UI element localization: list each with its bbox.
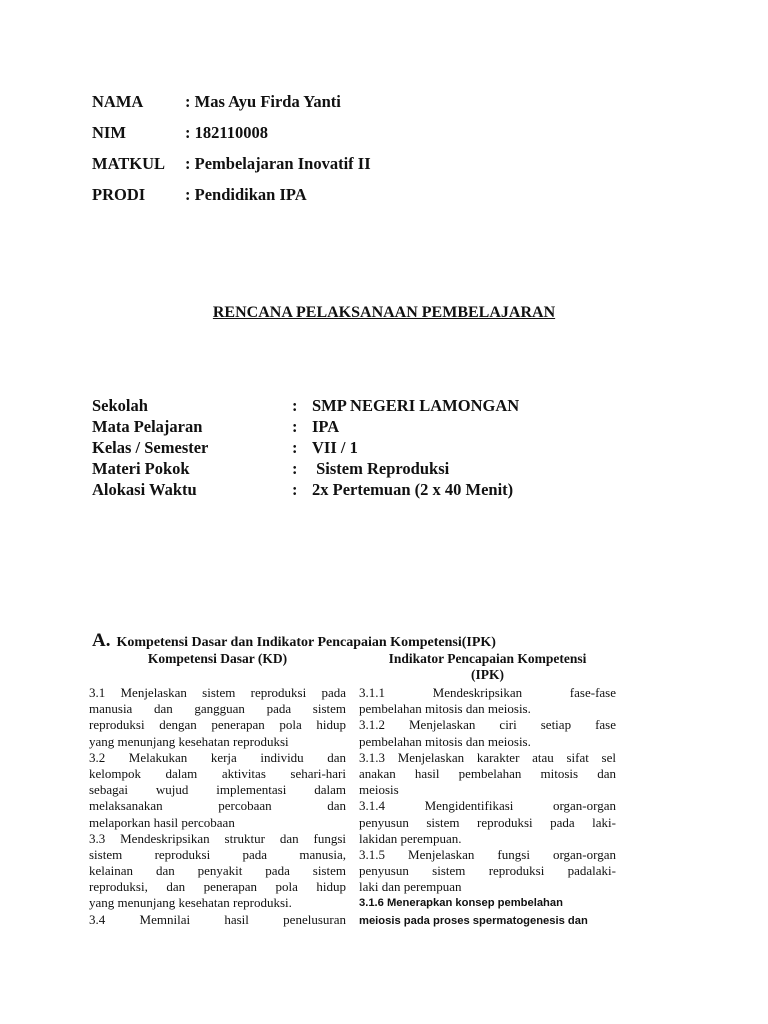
info-value: VII / 1 [312, 437, 358, 457]
ipk-line: penyusun sistem reproduksi padalaki- [359, 863, 616, 879]
kd-line: reproduksi, dan penerapan pola hidup [89, 879, 346, 895]
section-title: Kompetensi Dasar dan Indikator Pencapaian Kompetensi(IPK) [116, 635, 496, 650]
kd-line: sebagai wujud implementasi dalam [89, 782, 346, 798]
ipk-line: pembelahan mitosis dan meiosis. [359, 733, 531, 749]
info-colon: : [292, 395, 298, 415]
section-letter: A. [92, 630, 111, 651]
identity-value: : Pembelajaran Inovatif II [185, 153, 371, 173]
kd-line: 3.2 Melakukan kerja individu dan [89, 749, 346, 765]
identity-row-matkul [92, 148, 371, 179]
identity-row-nama [92, 86, 371, 117]
info-row-materi-pokok [92, 459, 519, 480]
ipk-line: 3.1.3 Menjelaskan karakter atau sifat sel [359, 749, 616, 765]
kd-line: manusia dan gangguan pada sistem [89, 701, 346, 717]
info-value: IPA [312, 416, 340, 436]
ipk-header-line: Indikator Pencapaian Kompetensi [388, 651, 587, 666]
info-row-alokasi-waktu [92, 480, 519, 501]
info-label: Materi Pokok [92, 459, 190, 479]
info-value: SMP NEGERI LAMONGAN [312, 395, 520, 415]
kd-line: melaporkan hasil percobaan [89, 814, 235, 830]
kd-column-header: Kompetensi Dasar (KD) [147, 651, 288, 666]
ipk-line: pembelahan mitosis dan meiosis. [359, 701, 531, 717]
ipk-line: 3.1.4 Mengidentifikasi organ-organ [359, 798, 616, 814]
ipk-column-header [359, 651, 616, 683]
kd-line: 3.1 Menjelaskan sistem reproduksi pada [89, 685, 346, 700]
info-colon: : [292, 459, 298, 479]
kd-line: kelainan dan penyakit pada sistem [89, 863, 346, 879]
kd-line: yang menunjang kesehatan reproduksi. [89, 895, 292, 911]
ipk-line: laki dan perempuan [359, 879, 462, 895]
ipk-line: anakan hasil pembelahan mitosis dan [359, 765, 616, 781]
info-value: Sistem Reproduksi [312, 459, 450, 479]
identity-label: MATKUL [92, 153, 166, 173]
section-a-heading [92, 630, 496, 652]
identity-block [92, 86, 371, 210]
info-label: Sekolah [92, 395, 148, 415]
document-title: RENCANA PELAKSANAAN PEMBELAJARAN [212, 304, 556, 321]
kd-line: kelompok dalam aktivitas sehari-hari [89, 765, 346, 781]
identity-label: NAMA [92, 91, 144, 111]
identity-label: PRODI [92, 184, 146, 204]
kd-line: yang menunjang kesehatan reproduksi [89, 733, 289, 749]
ipk-line: lakidan perempuan. [359, 830, 462, 846]
info-row-mata-pelajaran [92, 416, 519, 437]
lesson-info-block [92, 395, 519, 501]
kd-line: 3.4 Memnilai hasil penelusuran [89, 911, 346, 927]
info-row-sekolah [92, 395, 519, 416]
ipk-line: 3.1.1 Mendeskripsikan fase-fase [359, 685, 616, 700]
identity-value: : 182110008 [185, 122, 268, 142]
ipk-line: penyusun sistem reproduksi pada laki- [359, 814, 616, 830]
kd-line: 3.3 Mendeskripsikan struktur dan fungsi [89, 830, 346, 846]
kd-column [89, 685, 346, 928]
info-label: Kelas / Semester [92, 437, 209, 457]
identity-row-nim [92, 117, 371, 148]
identity-value: : Mas Ayu Firda Yanti [185, 91, 341, 111]
identity-value: : Pendidikan IPA [185, 184, 307, 204]
ipk-header-line: (IPK) [471, 667, 504, 682]
ipk-line: meiosis [359, 782, 399, 798]
identity-row-prodi [92, 179, 371, 210]
ipk-line-bold: 3.1.6 Menerapkan konsep pembelahan [359, 897, 563, 910]
info-colon: : [292, 437, 298, 457]
identity-label: NIM [92, 122, 126, 142]
info-colon: : [292, 416, 298, 436]
info-label: Alokasi Waktu [92, 480, 197, 500]
info-value: 2x Pertemuan (2 x 40 Menit) [312, 480, 514, 500]
info-row-kelas-semester [92, 437, 519, 458]
kd-line: sistem reproduksi pada manusia, [89, 846, 346, 862]
ipk-line: 3.1.2 Menjelaskan ciri setiap fase [359, 717, 616, 733]
ipk-line: 3.1.5 Menjelaskan fungsi organ-organ [359, 846, 616, 862]
ipk-line-bold: meiosis pada proses spermatogenesis dan [359, 914, 588, 927]
kd-line: melaksanakan percobaan dan [89, 798, 346, 814]
kd-line: reproduksi dengan penerapan pola hidup [89, 717, 346, 733]
info-label: Mata Pelajaran [92, 416, 203, 436]
info-colon: : [292, 480, 298, 500]
ipk-column [359, 685, 616, 930]
